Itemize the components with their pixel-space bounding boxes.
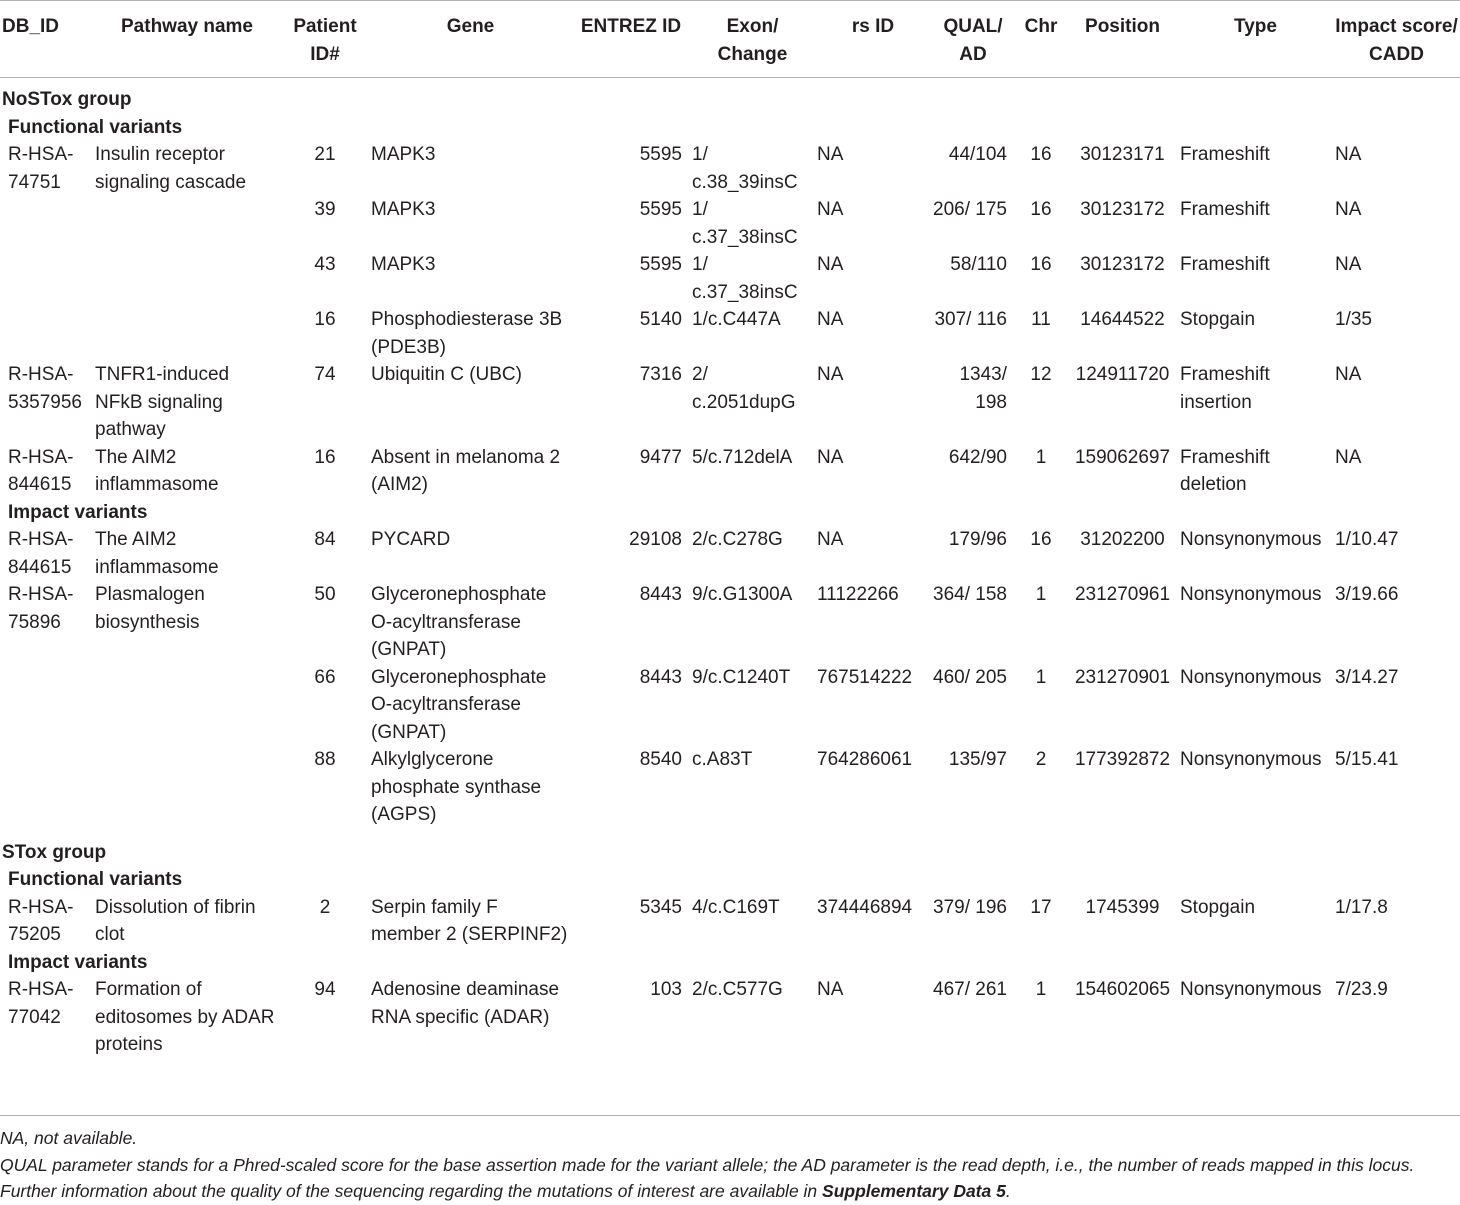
subsection-heading-row bbox=[0, 866, 1460, 894]
cell-pathway-name bbox=[93, 306, 281, 361]
table-body bbox=[0, 78, 1460, 1059]
cell-position: 31202200 bbox=[1080, 529, 1165, 550]
cell-rs-id: NA bbox=[817, 364, 844, 385]
cell-impact-score: NA bbox=[1335, 446, 1362, 468]
table-row bbox=[0, 141, 1460, 196]
cell-impact-score: 1/17.8 bbox=[1335, 896, 1388, 918]
cell-patient-id: 16 bbox=[314, 309, 336, 330]
group-spacer-cell bbox=[0, 829, 1460, 839]
header-patient-id: Patient ID# bbox=[281, 1, 369, 78]
cell-rs-id: NA bbox=[817, 144, 844, 165]
cell-entrez-id: 8540 bbox=[639, 749, 682, 770]
cell-patient-id: 16 bbox=[314, 446, 336, 468]
cell-patient-id: 21 bbox=[314, 144, 336, 165]
table-row bbox=[0, 444, 1460, 499]
cell-db-id: R-HSA-844615 bbox=[8, 529, 74, 578]
cell-patient-id: 50 bbox=[314, 584, 336, 605]
cell-rs-id: NA bbox=[817, 979, 844, 1000]
cell-qual-ad: 364/ 158 bbox=[933, 584, 1007, 605]
cell-gene: MAPK3 bbox=[371, 199, 436, 220]
cell-chr: 1 bbox=[1035, 666, 1047, 688]
cell-qual-ad: 307/ 116 bbox=[934, 309, 1007, 330]
footnote-na: NA, not available. bbox=[0, 1128, 138, 1148]
cell-position: 124911720 bbox=[1075, 364, 1170, 385]
cell-pathway-name: Plasmalogen biosynthesis bbox=[95, 584, 205, 633]
cell-entrez-id: 5595 bbox=[639, 199, 682, 220]
supplementary-data-link[interactable]: Supplementary Data 5 bbox=[822, 1181, 1006, 1201]
cell-pathway-name bbox=[93, 251, 281, 306]
cell-patient-id: 74 bbox=[314, 364, 336, 385]
cell-patient-id: 94 bbox=[314, 979, 336, 1000]
cell-exon-change: 2/ c.2051dupG bbox=[692, 364, 796, 413]
cell-qual-ad: 58/110 bbox=[950, 254, 1007, 275]
cell-rs-id: 11122266 bbox=[817, 584, 899, 605]
footnote-further bbox=[0, 1178, 1460, 1205]
cell-pathway-name bbox=[93, 196, 281, 251]
cell-entrez-id: 5595 bbox=[639, 254, 682, 275]
cell-gene: Absent in melanoma 2 (AIM2) bbox=[371, 446, 561, 495]
cell-gene: Glyceronephosphate O-acyltransferase (GNPAT) bbox=[371, 584, 547, 660]
cell-position: 30123172 bbox=[1080, 254, 1165, 275]
cell-type: Stopgain bbox=[1180, 896, 1256, 918]
header-exon-change: Exon/ Change bbox=[690, 1, 815, 78]
cell-gene: Adenosine deaminase RNA specific (ADAR) bbox=[371, 979, 560, 1028]
cell-db-id: R-HSA-74751 bbox=[8, 144, 74, 193]
cell-db-id: R-HSA-844615 bbox=[8, 446, 74, 495]
cell-type: Frameshift insertion bbox=[1180, 364, 1270, 413]
cell-db-id: R-HSA-75205 bbox=[8, 896, 74, 945]
cell-rs-id: 374446894 bbox=[817, 896, 913, 918]
cell-position: 30123171 bbox=[1080, 144, 1165, 165]
group-heading: STox group bbox=[2, 841, 107, 863]
header-pathway-name: Pathway name bbox=[93, 1, 281, 78]
cell-impact-score: 5/15.41 bbox=[1335, 749, 1399, 770]
cell-type: Nonsynonymous bbox=[1180, 529, 1322, 550]
cell-db-id bbox=[0, 251, 93, 306]
cell-impact-score: NA bbox=[1335, 199, 1362, 220]
cell-type: Nonsynonymous bbox=[1180, 666, 1322, 688]
cell-db-id bbox=[0, 664, 93, 747]
cell-type: Frameshift bbox=[1180, 199, 1270, 220]
group-spacer bbox=[0, 829, 1460, 839]
cell-entrez-id: 5595 bbox=[639, 144, 682, 165]
subsection-heading-row bbox=[0, 949, 1460, 977]
header-gene: Gene bbox=[369, 1, 572, 78]
cell-impact-score: NA bbox=[1335, 254, 1362, 275]
cell-exon-change: 1/ c.37_38insC bbox=[692, 199, 798, 248]
cell-impact-score: 1/10.47 bbox=[1335, 529, 1399, 550]
footnote-qual: QUAL parameter stands for a Phred-scaled score for the base assertion made for the variant allele; the AD parameter is the read depth, i.e., the number of reads mapped in this locus. bbox=[0, 1154, 1415, 1175]
cell-gene: MAPK3 bbox=[371, 254, 436, 275]
cell-chr: 16 bbox=[1030, 144, 1052, 165]
cell-entrez-id: 7316 bbox=[639, 364, 682, 385]
cell-rs-id: NA bbox=[817, 309, 844, 330]
cell-pathway-name: Insulin receptor signaling cascade bbox=[95, 144, 247, 193]
cell-exon-change: 9/c.C1240T bbox=[692, 666, 791, 688]
cell-impact-score: 7/23.9 bbox=[1335, 979, 1388, 1000]
cell-qual-ad: 467/ 261 bbox=[933, 979, 1007, 1000]
table-bottom-rule bbox=[0, 1115, 1460, 1116]
cell-pathway-name: Dissolution of fibrin clot bbox=[95, 896, 256, 945]
header-row bbox=[0, 1, 1460, 78]
cell-pathway-name bbox=[93, 664, 281, 747]
cell-chr: 1 bbox=[1035, 979, 1047, 1000]
cell-rs-id: NA bbox=[817, 254, 844, 275]
cell-rs-id: NA bbox=[817, 529, 844, 550]
cell-exon-change: 5/c.712delA bbox=[692, 446, 793, 468]
cell-chr: 16 bbox=[1030, 529, 1052, 550]
cell-entrez-id: 9477 bbox=[639, 446, 682, 468]
subsection-heading-row bbox=[0, 499, 1460, 527]
group-heading: NoSTox group bbox=[2, 89, 132, 110]
cell-pathway-name bbox=[93, 746, 281, 829]
cell-patient-id: 2 bbox=[319, 896, 331, 918]
cell-entrez-id: 29108 bbox=[629, 529, 682, 550]
header-entrez-id: ENTREZ ID bbox=[572, 1, 690, 78]
table-row bbox=[0, 894, 1460, 949]
cell-position: 177392872 bbox=[1074, 749, 1171, 770]
cell-position: 231270961 bbox=[1074, 584, 1171, 605]
cell-exon-change: 4/c.C169T bbox=[692, 896, 780, 918]
table-row bbox=[0, 361, 1460, 444]
cell-type: Frameshift bbox=[1180, 254, 1270, 275]
cell-position: 30123172 bbox=[1080, 199, 1165, 220]
cell-exon-change: 2/c.C278G bbox=[692, 529, 783, 550]
table-row bbox=[0, 251, 1460, 306]
cell-type: Stopgain bbox=[1180, 309, 1256, 330]
cell-exon-change: 9/c.G1300A bbox=[692, 584, 793, 605]
header-db-id: DB_ID bbox=[0, 1, 93, 78]
cell-position: 14644522 bbox=[1080, 309, 1165, 330]
cell-qual-ad: 44/104 bbox=[948, 144, 1007, 165]
cell-qual-ad: 206/ 175 bbox=[933, 199, 1007, 220]
cell-db-id: R-HSA-75896 bbox=[8, 584, 74, 633]
subsection-heading-row bbox=[0, 114, 1460, 142]
cell-db-id bbox=[0, 746, 93, 829]
cell-type: Nonsynonymous bbox=[1180, 979, 1322, 1000]
group-heading-row bbox=[0, 78, 1460, 114]
cell-position: 159062697 bbox=[1074, 446, 1171, 468]
cell-qual-ad: 642/90 bbox=[948, 446, 1007, 468]
cell-rs-id: 767514222 bbox=[817, 666, 913, 688]
table-row bbox=[0, 196, 1460, 251]
cell-gene: PYCARD bbox=[371, 529, 451, 550]
cell-exon-change: c.A83T bbox=[692, 749, 753, 770]
cell-qual-ad: 1343/ 198 bbox=[959, 364, 1007, 413]
subsection-heading: Functional variants bbox=[8, 869, 183, 890]
cell-db-id: R-HSA-5357956 bbox=[8, 364, 82, 413]
cell-rs-id: NA bbox=[817, 199, 844, 220]
cell-pathway-name: The AIM2 inflammasome bbox=[95, 446, 219, 495]
cell-qual-ad: 135/97 bbox=[948, 749, 1007, 770]
cell-qual-ad: 379/ 196 bbox=[933, 896, 1007, 918]
table-row bbox=[0, 306, 1460, 361]
cell-position: 1745399 bbox=[1085, 896, 1160, 918]
cell-patient-id: 88 bbox=[314, 749, 336, 770]
cell-patient-id: 66 bbox=[314, 666, 336, 688]
header-type: Type bbox=[1178, 1, 1333, 78]
cell-rs-id: NA bbox=[817, 446, 844, 468]
cell-gene: Alkylglycerone phosphate synthase (AGPS) bbox=[371, 749, 542, 825]
cell-impact-score: 3/19.66 bbox=[1335, 584, 1399, 605]
header-rs-id: rs ID bbox=[815, 1, 931, 78]
cell-type: Frameshift bbox=[1180, 144, 1270, 165]
header-impact-score: Impact score/ CADD bbox=[1333, 1, 1460, 78]
cell-patient-id: 43 bbox=[314, 254, 336, 275]
cell-exon-change: 1/c.C447A bbox=[692, 309, 781, 330]
cell-chr: 16 bbox=[1030, 199, 1052, 220]
table-row bbox=[0, 526, 1460, 581]
cell-position: 231270901 bbox=[1074, 666, 1171, 688]
table-row bbox=[0, 746, 1460, 829]
cell-gene: Phosphodiesterase 3B (PDE3B) bbox=[371, 309, 563, 358]
cell-db-id: R-HSA-77042 bbox=[8, 979, 74, 1028]
cell-chr: 2 bbox=[1035, 749, 1047, 770]
cell-gene: MAPK3 bbox=[371, 144, 436, 165]
subsection-heading: Functional variants bbox=[8, 116, 183, 138]
cell-chr: 11 bbox=[1031, 309, 1051, 330]
cell-chr: 12 bbox=[1030, 364, 1052, 385]
cell-impact-score: 1/35 bbox=[1335, 309, 1372, 330]
cell-impact-score: NA bbox=[1335, 364, 1362, 385]
footnote-further-text: Further information about the quality of the sequencing regarding the mutations of interest are available in bbox=[0, 1181, 823, 1201]
cell-type: Nonsynonymous bbox=[1180, 749, 1322, 770]
subsection-heading: Impact variants bbox=[8, 951, 148, 973]
cell-gene: Ubiquitin C (UBC) bbox=[371, 364, 522, 385]
cell-type: Frameshift deletion bbox=[1180, 446, 1270, 495]
cell-pathway-name: The AIM2 inflammasome bbox=[95, 529, 219, 578]
table-row bbox=[0, 664, 1460, 747]
header-position: Position bbox=[1067, 1, 1178, 78]
cell-gene: Serpin family F member 2 (SERPINF2) bbox=[371, 896, 568, 945]
cell-entrez-id: 103 bbox=[650, 979, 682, 1000]
cell-chr: 1 bbox=[1035, 584, 1047, 605]
cell-patient-id: 39 bbox=[314, 199, 336, 220]
cell-entrez-id: 5345 bbox=[639, 896, 682, 918]
cell-chr: 16 bbox=[1030, 254, 1052, 275]
group-heading-row bbox=[0, 839, 1460, 867]
cell-pathway-name: TNFR1-induced NFkB signaling pathway bbox=[95, 364, 230, 440]
cell-db-id bbox=[0, 196, 93, 251]
cell-chr: 1 bbox=[1035, 446, 1047, 468]
cell-rs-id: 764286061 bbox=[817, 749, 913, 770]
cell-gene: Glyceronephosphate O-acyltransferase (GNPAT) bbox=[371, 666, 547, 743]
cell-qual-ad: 179/96 bbox=[948, 529, 1007, 550]
cell-entrez-id: 8443 bbox=[639, 584, 682, 605]
table-row bbox=[0, 976, 1460, 1059]
cell-exon-change: 2/c.C577G bbox=[692, 979, 783, 1000]
cell-position: 154602065 bbox=[1074, 979, 1171, 1000]
footnote-further-end: . bbox=[1005, 1181, 1011, 1201]
cell-patient-id: 84 bbox=[314, 529, 336, 550]
cell-impact-score: NA bbox=[1335, 144, 1362, 165]
cell-exon-change: 1/ c.38_39insC bbox=[692, 144, 798, 193]
cell-qual-ad: 460/ 205 bbox=[933, 666, 1007, 688]
cell-pathway-name: Formation of editosomes by ADAR proteins bbox=[95, 979, 275, 1055]
header-qual-ad: QUAL/ AD bbox=[931, 1, 1015, 78]
cell-impact-score: 3/14.27 bbox=[1335, 666, 1399, 688]
table-footnotes bbox=[0, 1125, 1460, 1205]
cell-entrez-id: 5140 bbox=[639, 309, 682, 330]
subsection-heading: Impact variants bbox=[8, 501, 148, 523]
cell-exon-change: 1/ c.37_38insC bbox=[692, 254, 798, 303]
cell-entrez-id: 8443 bbox=[639, 666, 682, 688]
cell-type: Nonsynonymous bbox=[1180, 584, 1322, 605]
header-chr: Chr bbox=[1015, 1, 1067, 78]
table-row bbox=[0, 581, 1460, 664]
cell-db-id bbox=[0, 306, 93, 361]
cell-chr: 17 bbox=[1030, 896, 1052, 918]
